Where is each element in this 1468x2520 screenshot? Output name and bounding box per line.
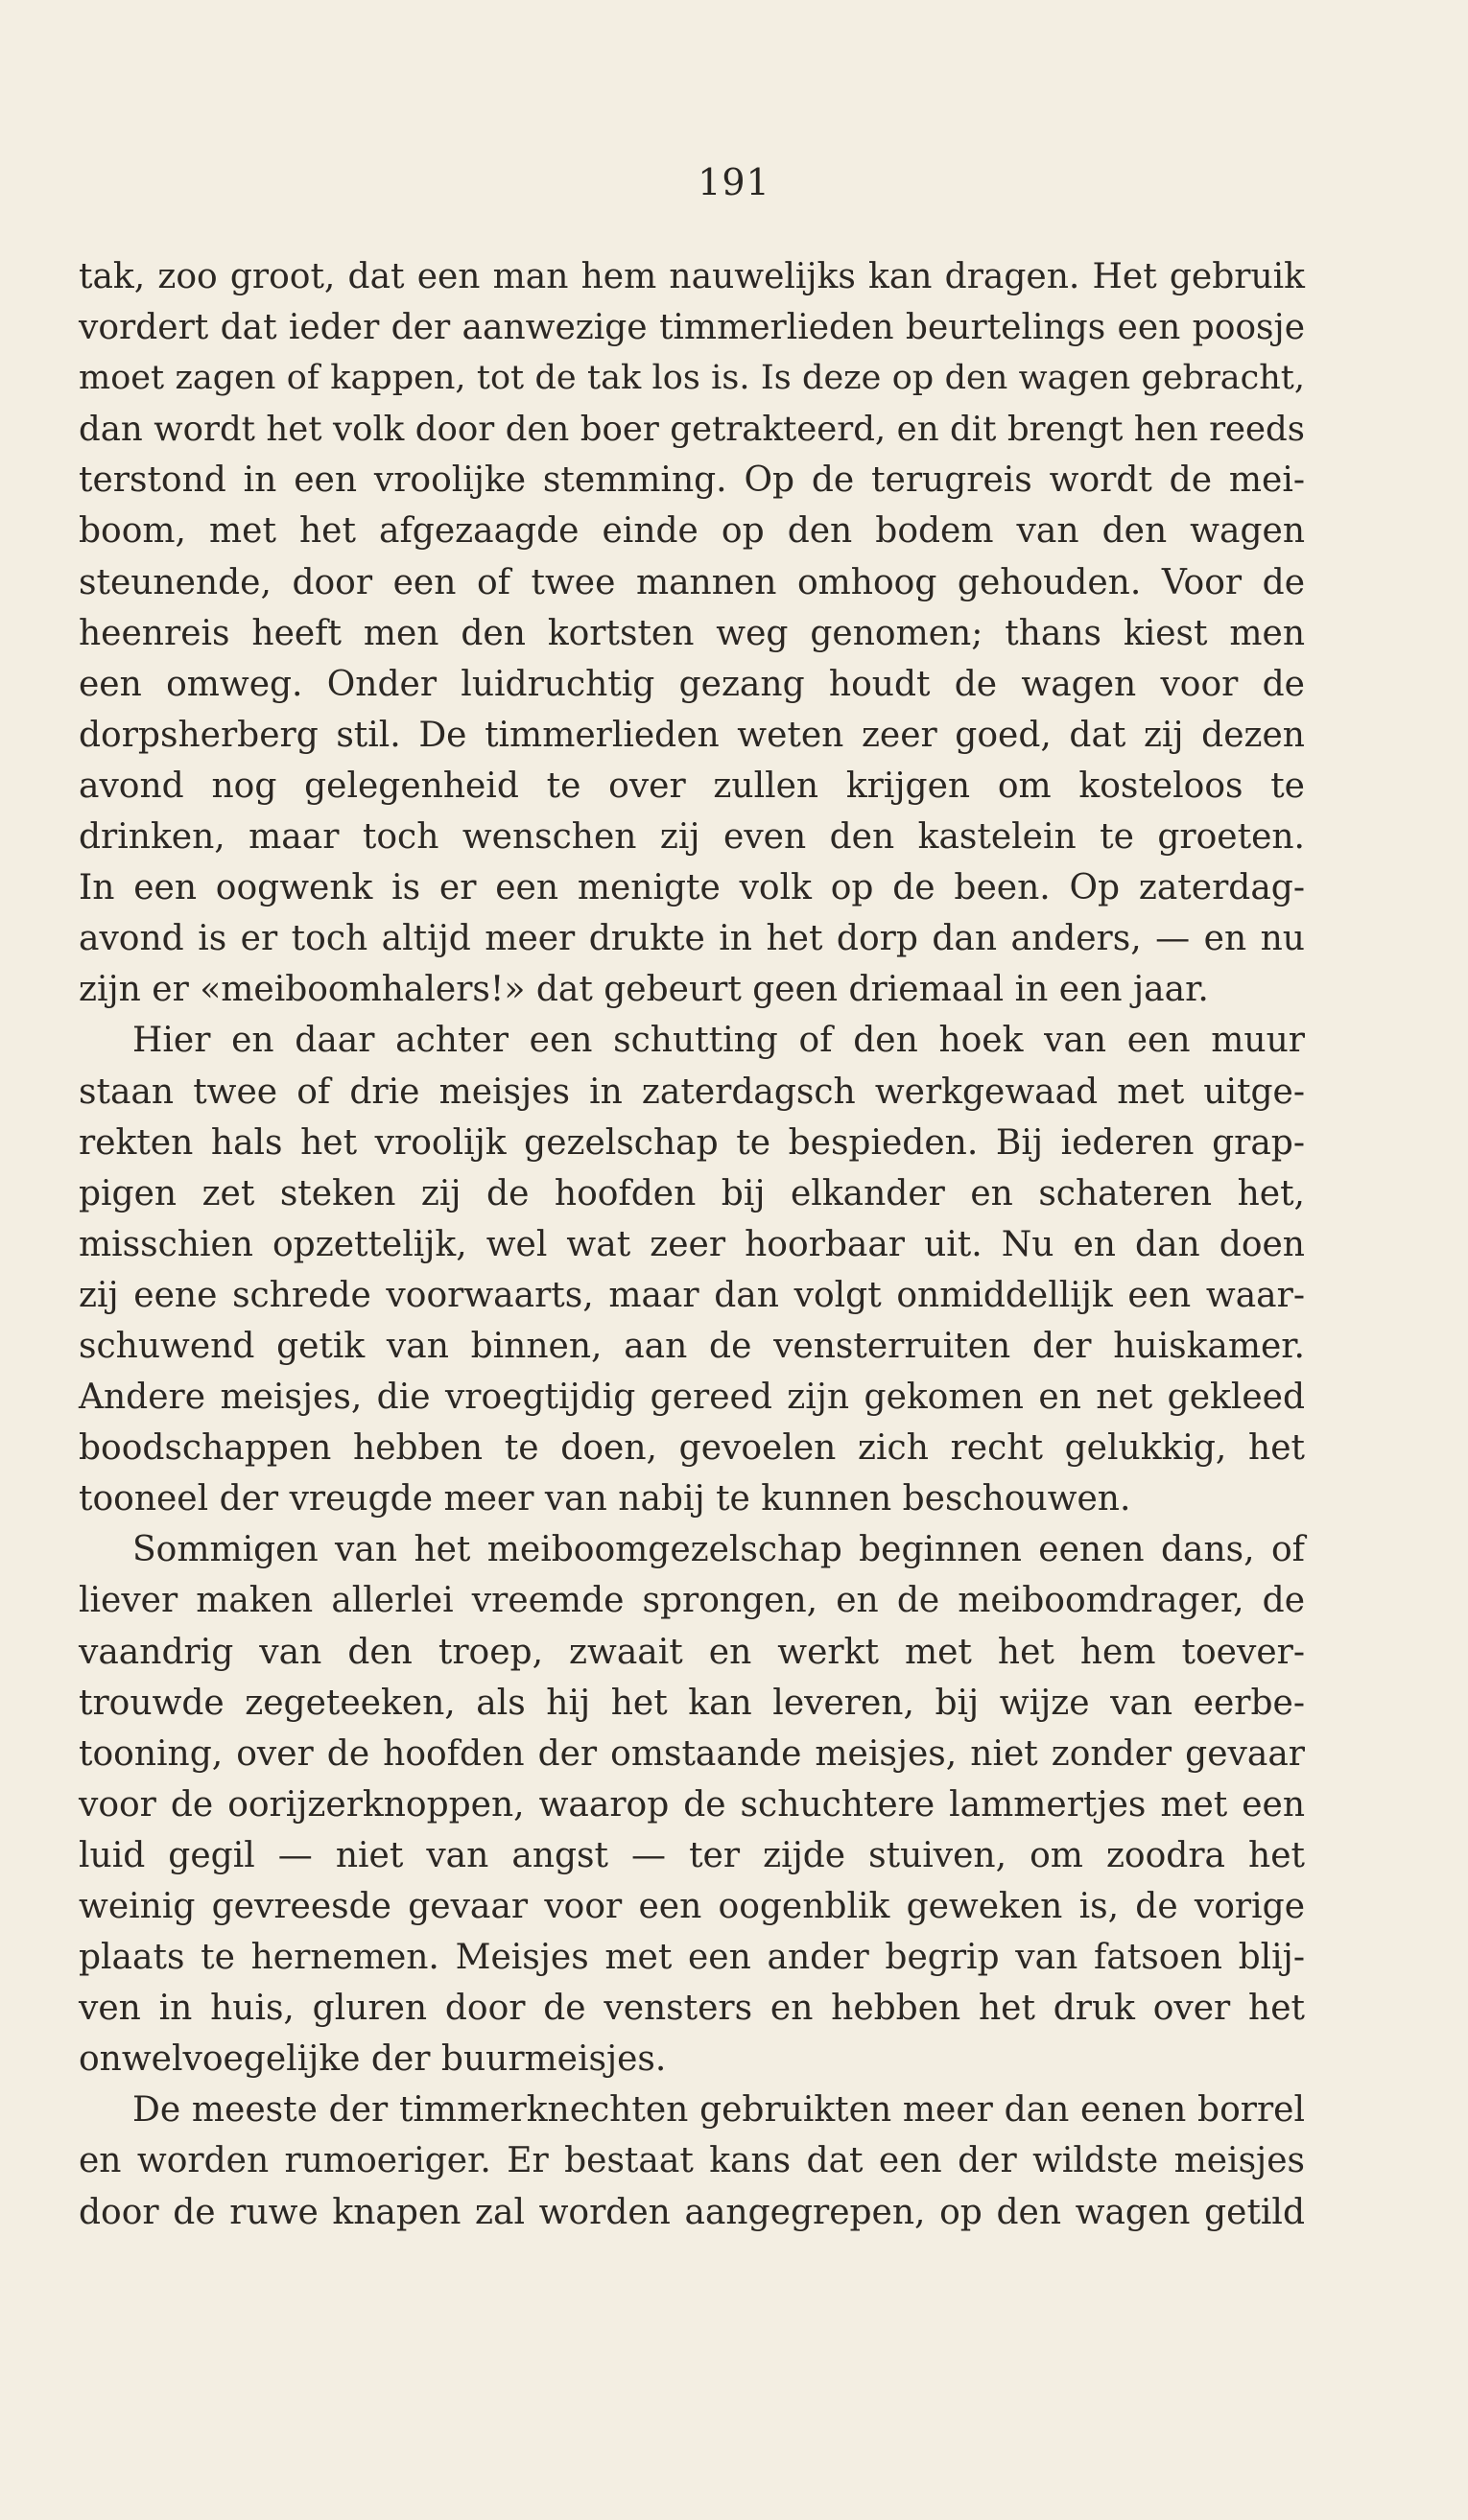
text-line: tooneel der vreugde meer van nabij te kunnen beschouwen. [79,1479,1131,1519]
text-line: schuwend getik van binnen, aan de vensterruiten der huiskamer. [79,1326,1305,1366]
text-line: ven in huis, gluren door de vensters en hebben het druk over het [79,1989,1305,2029]
text-line: boodschappen hebben te doen, gevoelen zich recht gelukkig, het [79,1428,1305,1469]
page-number: 191 [698,161,770,203]
text-line: vordert dat ieder der aanwezige timmerlieden beurtelings een poosje [79,308,1305,348]
text-line: De meeste der timmerknechten gebruikten meer dan eenen borrel [132,2090,1305,2131]
text-line: In een oogwenk is er een menigte volk op de been. Op zaterdag- [79,868,1305,908]
body-text [79,251,1305,2238]
text-line: onwelvoegelijke der buurmeisjes. [79,2039,667,2080]
text-line: tak, zoo groot, dat een man hem nauwelijks kan dragen. Het gebruik [79,257,1305,296]
text-line: plaats te hernemen. Meisjes met een ander begrip van fatsoen blij- [79,1938,1305,1978]
text-line: heenreis heeft men den kortsten weg genomen; thans kiest men [79,613,1305,653]
text-line: vaandrig van den troep, zwaait en werkt met het hem toever- [79,1632,1305,1672]
text-line: luid gegil — niet van angst — ter zijde stuiven, om zoodra het [79,1835,1305,1875]
text-line: weinig gevreesde gevaar voor een oogenblik geweken is, de vorige [79,1887,1305,1926]
text-line: drinken, maar toch wenschen zij even den kastelein te groeten. [79,817,1305,858]
text-line: Andere meisjes, die vroegtijdig gereed zijn gekomen en net gekleed [79,1378,1305,1418]
text-line: avond is er toch altijd meer drukte in het dorp dan anders, — en nu [79,919,1305,959]
text-line: terstond in een vroolijke stemming. Op de terugreis wordt de mei- [79,460,1305,501]
text-line: dan wordt het volk door den boer getrakteerd, en dit brengt hen reeds [79,410,1305,450]
text-line: zijn er «meiboomhalers!» dat gebeurt geen driemaal in een jaar. [79,970,1209,1010]
text-line: liever maken allerlei vreemde sprongen, en de meiboomdrager, de [79,1581,1305,1621]
text-line: door de ruwe knapen zal worden aangegrepen, op den wagen getild [79,2192,1305,2232]
text-line: voor de oorijzerknoppen, waarop de schuchtere lammertjes met een [79,1784,1305,1825]
text-line: moet zagen of kappen, tot de tak los is. Is deze op den wagen gebracht, [79,359,1305,398]
text-line: Hier en daar achter een schutting of den hoek van een muur [132,1021,1305,1061]
text-line: trouwde zegeteeken, als hij het kan leveren, bij wijze van eerbe- [79,1683,1305,1723]
text-line: een omweg. Onder luidruchtig gezang houdt de wagen voor de [79,664,1305,704]
text-line: zij eene schrede voorwaarts, maar dan volgt onmiddellijk een waar- [79,1275,1305,1315]
text-line: tooning, over de hoofden der omstaande meisjes, niet zonder gevaar [79,1733,1305,1774]
text-line: pigen zet steken zij de hoofden bij elkander en schateren het, [79,1173,1305,1213]
text-line: avond nog gelegenheid te over zullen krijgen om kosteloos te [79,765,1305,806]
text-line: rekten hals het vroolijk gezelschap te bespieden. Bij iederen grap- [79,1122,1305,1163]
text-line: dorpsherberg stil. De timmerlieden weten zeer goed, dat zij dezen [79,715,1305,755]
text-line: boom, met het afgezaagde einde op den bodem van den wagen [79,511,1305,552]
text-line: misschien opzettelijk, wel wat zeer hoorbaar uit. Nu en dan doen [79,1224,1305,1264]
text-line: en worden rumoeriger. Er bestaat kans dat een der wildste meisjes [79,2141,1305,2181]
text-line: staan twee of drie meisjes in zaterdagsch werkgewaad met uitge- [79,1072,1305,1112]
text-line: Sommigen van het meiboomgezelschap beginnen eenen dans, of [132,1530,1305,1570]
text-line: steunende, door een of twee mannen omhoog gehouden. Voor de [79,562,1305,602]
